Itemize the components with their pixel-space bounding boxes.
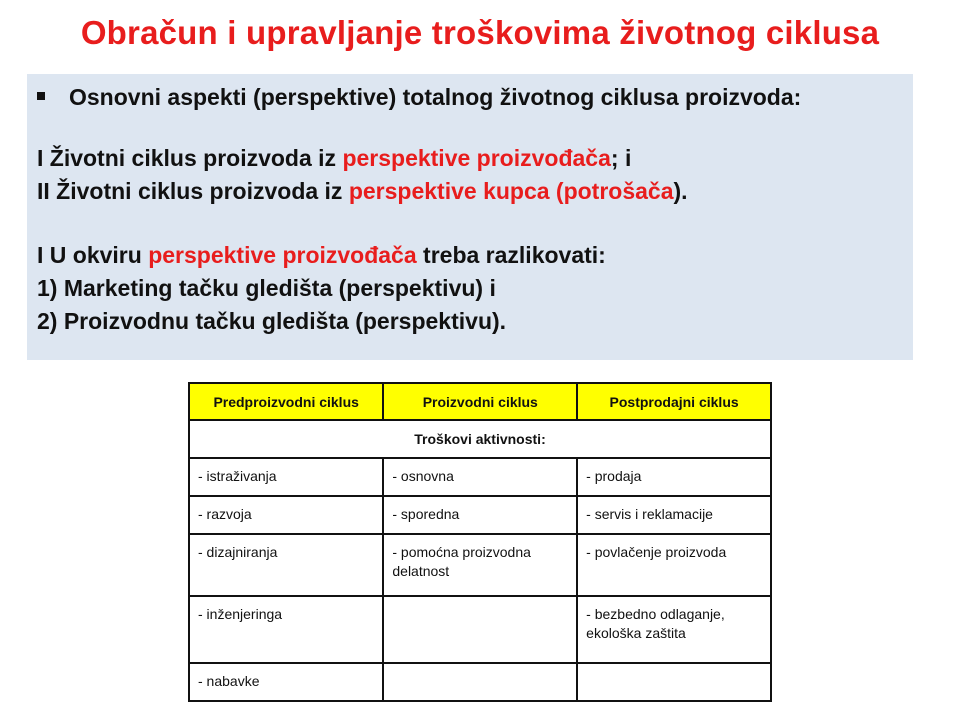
table-cell [383,663,577,701]
activity-costs-label: Troškovi aktivnosti: [189,420,771,458]
slide-title: Obračun i upravljanje troškovima životnog ciklusa [80,14,880,51]
table-row [189,596,771,663]
table-subheader-row [189,420,771,458]
line3-prefix: I U okviru [37,242,149,268]
table-row [189,496,771,534]
list-item-1: 1) Marketing tačku gledišta (perspektivu) i [37,275,496,301]
line3-highlight: perspektive proizvođača [148,242,417,268]
bullet-text: Osnovni aspekti (perspektive) totalnog životnog ciklusa proizvoda: [69,84,802,110]
perspective-line-3 [37,242,606,269]
line1-suffix: ; i [610,145,632,171]
line3-suffix: treba razlikovati: [416,242,606,268]
table-cell [577,663,771,701]
table-cell: - razvoja [189,496,383,534]
table-cell: - sporedna [383,496,577,534]
table-cell: - inženjeringa [189,596,383,663]
table-row [189,458,771,496]
table-cell: - dizajniranja [189,534,383,596]
line1-prefix: I Životni ciklus proizvoda iz [37,145,343,171]
header-postsales: Postprodajni ciklus [577,383,771,420]
table-cell: - prodaja [577,458,771,496]
table-cell: - istraživanja [189,458,383,496]
perspective-line-2 [37,178,688,205]
lifecycle-costs-table [188,382,772,702]
info-panel [27,74,913,360]
table-cell: - osnovna [383,458,577,496]
table-row [189,663,771,701]
table-cell: - bezbedno odlaganje, ekološka zaštita [577,596,771,663]
table-header-row [189,383,771,420]
table-cell: - povlačenje proizvoda [577,534,771,596]
perspective-line-1 [37,145,631,172]
line1-highlight: perspektive proizvođača [342,145,611,171]
table-cell [383,596,577,663]
line2-prefix: II Životni ciklus proizvoda iz [37,178,349,204]
line2-suffix: ). [673,178,688,204]
header-production: Proizvodni ciklus [383,383,577,420]
square-bullet-icon [37,92,45,100]
line2-highlight: perspektive kupca (potrošača [348,178,674,204]
table-row [189,534,771,596]
bullet-line [37,84,801,111]
header-preproduction: Predproizvodni ciklus [189,383,383,420]
list-item-2: 2) Proizvodnu tačku gledišta (perspektivu). [37,308,507,334]
table-cell: - nabavke [189,663,383,701]
table-cell: - servis i reklamacije [577,496,771,534]
table-cell: - pomoćna proizvodna delatnost [383,534,577,596]
